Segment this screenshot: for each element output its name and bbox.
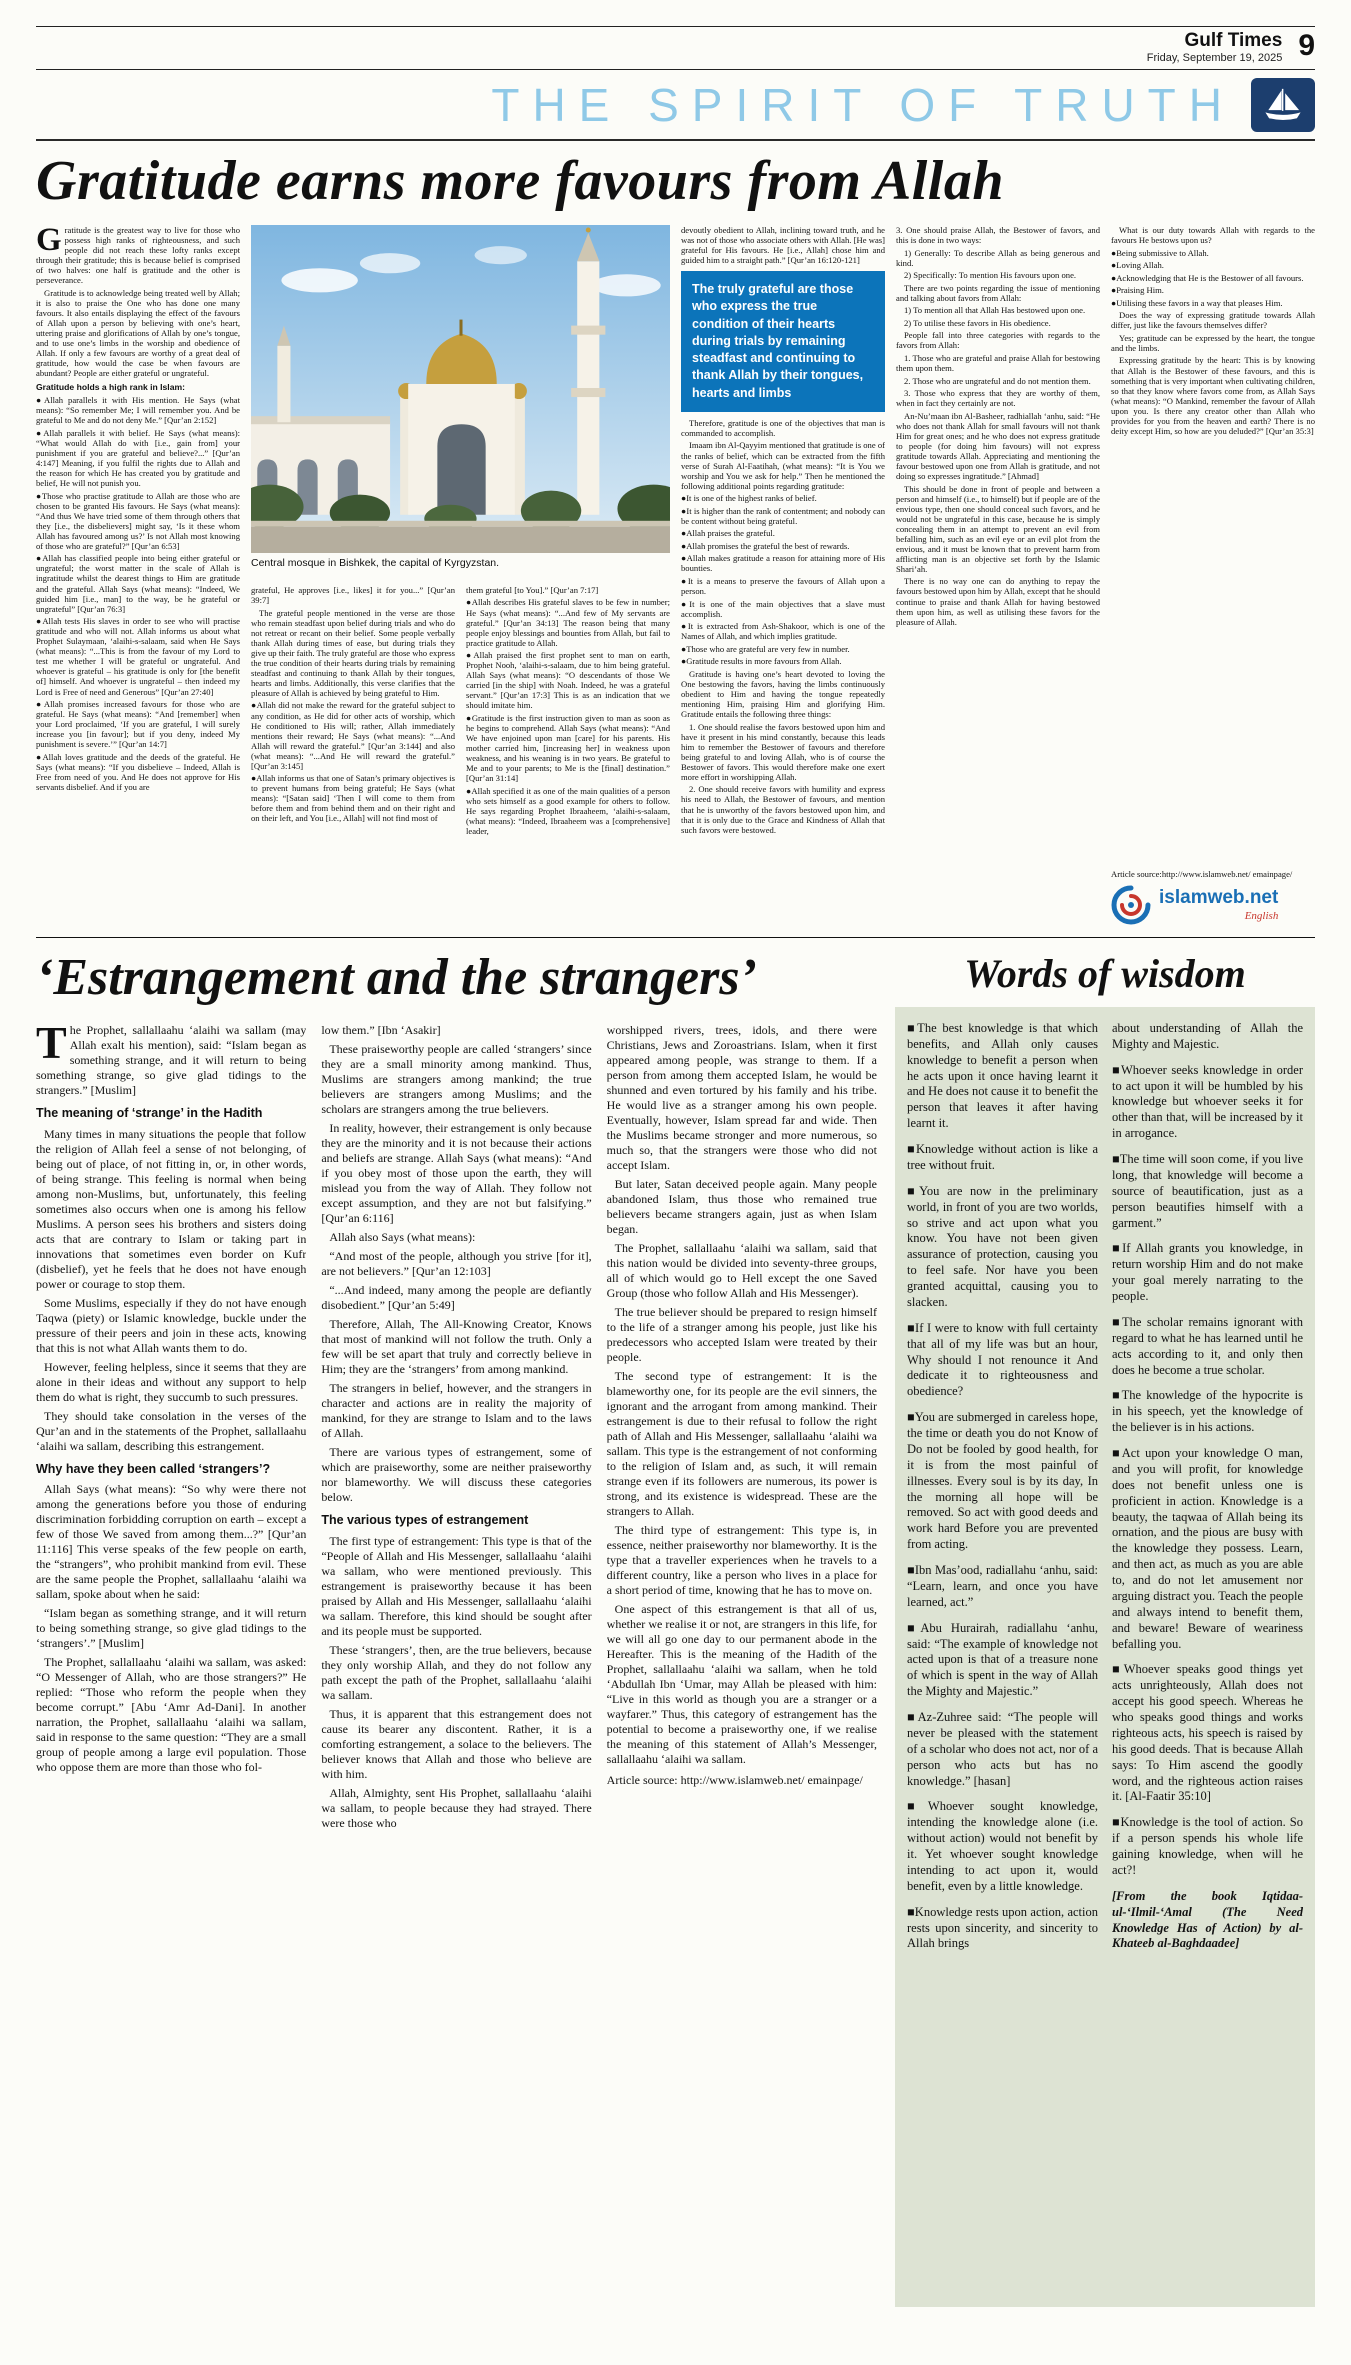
page-number: 9 (1298, 29, 1315, 62)
mosque-photo-illustration (251, 225, 670, 553)
words-of-wisdom (895, 948, 1315, 2339)
paragraph: Gratitude is to acknowledge being treated well by Allah; it is also to praise the One who has done one many favours. It also entails displaying the effect of the favours of Allah upon a person by believing with one’s heart, uttering praise and glorifications of Allah by one’s tongue, and to use one’s limbs in the worship and obedience of Allah. If only a few favours are worthy of a great deal of gratitude, how would the case be when favours are abundant? People are either grateful or ungrateful. (36, 287, 240, 379)
paragraph: “...And indeed, many among the people are defiantly disobedient.” [Qur’an 5:49] (321, 1282, 592, 1312)
lead-paragraph: Gratitude is the greatest way to live for those who possess high ranks of righteousness, and such people did not reach these lofty ranks except through their gratitude; this is because belief is comprised of two halves: one half is gratitude and the other is perseverance. (36, 224, 240, 286)
bullet-item: ■Knowledge rests upon action, action rests upon sincerity, and sincerity to Allah brings (907, 1904, 1098, 1951)
paragraph: They should take consolation in the verses of the Qur’an and in the statements of the Prophet, sallallaahu ‘alaihi wa sallam, describing this estrangement. (36, 1408, 307, 1453)
paragraph: The Prophet, sallallaahu ‘alaihi wa sallam, was asked: “O Messenger of Allah, who are those strangers?” He replied: “Those who reform the people when they become corrupt.” [Abu ‘Amr Ad-Dani]. In another narration, the Prophet, sallallaahu ‘alaihi wa sallam, said in response to the same question: “They are a small group of people among a large evil population. Those who oppose them are more than those who fol- (36, 1655, 307, 1775)
paragraph: Therefore, Allah, The All-Knowing Creator, Knows that most of mankind will not follow the truth. Only a few will be set apart that truly and correctly believe in Him; they are the ‘strangers’ from among mankind. (321, 1316, 592, 1376)
paragraph: In reality, however, their estrangement is only because they are the minority and it is not because their actions and beliefs are strange. Allah Says (what means): “And if you obey most of those upon the earth, they will mislead you from the way of Allah. They follow not except assumption, and they are not but falsifying.” [Qur’an 6:116] (321, 1120, 592, 1225)
article-estrangement (36, 948, 877, 2339)
paragraph: Does the way of expressing gratitude towards Allah differ, just like the favours themselves differ? (1111, 310, 1315, 331)
paragraph: There is no way one can do anything to repay the favours bestowed upon him by Allah, except that he should continue to praise and thank Allah for having bestowed them upon him, as well as utilising these favors for the pleasure of Allah. (896, 576, 1100, 627)
bullet-item: ■If Allah grants you knowledge, in return worship Him and do not make your goal merely narrating to the people. (1112, 1241, 1303, 1304)
paragraph: Yes; gratitude can be expressed by the heart, the tongue and the limbs. (1111, 332, 1315, 353)
bullet-item: ■The scholar remains ignorant with regard to what he has learned until he acts according to it, and only then does he become a true scholar. (1112, 1314, 1303, 1377)
paragraph: Imaam ibn Al-Qayyim mentioned that gratitude is one of the ranks of belief, which can be extracted from the fifth verse of Surah Al-Faatihah, (what means): “It is You we worship and You we ask for help.” Then he mentioned the following additional points regarding gratitude: (681, 440, 885, 491)
paragraph: “And most of the people, although you strive [for it], are not believers.” [Qur’an 12:103] (321, 1248, 592, 1278)
paragraph: The strangers in belief, however, and the strangers in character and actions are in reality the majority of mankind, for they are strange to Islam and to the laws of Allah. (321, 1380, 592, 1440)
paragraph: This should be done in front of people and between a person and himself (i.e., to himself) but if people are of the envious type, then one should conceal such favors, and he would not be ungrateful in this case, because he is simply concealing them in an attempt to prevent an evil from befalling him, such as an evil eye or an evil plot from the envious, and it must be known that to prevent harm from afflicting man is an objective set forth by the Islamic Shari’ah. (896, 483, 1100, 574)
bullet-item: ●Acknowledging that He is the Bestower of all favours. (1111, 272, 1304, 283)
article1-column-6-text (1111, 225, 1315, 857)
paragraph-continued: worshipped rivers, trees, idols, and there were Christians, Jews and Zoroastrians. Islam, when it first appeared among people, was strange to them. If a person from among them accepted Islam, he would be shunned and even tortured by his family and his tribe. He would live as a stranger among his own people. Eventually, however, Islam spread far and wide. Then the Muslims became stronger and more numerous, so much so, that the strangers were those who did not accept Islam. (606, 1022, 877, 1172)
article-source-link: Article source:http://www.islamweb.net/ emainpage/ (1111, 868, 1293, 879)
paragraph: Expressing gratitude by the heart: This is by knowing that Allah is the Bestower of these favours, and this is something that is very important when cultivating children, so that they know where favors come from, as Allah Says (what means): “O Mankind, remember the favour of Allah upon you. Is there any creator other than Allah who provides for you from the heaven and earth? There is no deity except Him, so how are you deluded?” [Qur’an 35:3] (1111, 355, 1315, 436)
article2-column-2 (321, 1023, 591, 2315)
paragraph: The second type of estrangement: It is the blameworthy one, for its people are the evil sinners, the ignorant and the arrogant from among mankind. Their estrangement is due to their refusal to follow the right path of Allah and His Messenger, sallallaahu ‘alaihi wa sallam. This type is the estrangement of not conforming to the religion of Islam and, as such, it will remain strange even if its followers are numerous, its power is strong, and its existence is widespread. These are the strangers to Allah. (606, 1368, 877, 1518)
drop-cap: T (36, 1022, 67, 1068)
article2-headline: ‘Estrangement and the strangers’ (36, 948, 757, 1006)
paragraph: 2) To utilise these favors in His obedience. (904, 317, 1051, 328)
paragraph: The third type of estrangement: This type is, in essence, neither praiseworthy nor blameworthy. It is the type that a traveller experiences when he travels to a different country, like a person who lives in a place for a short period of time, knowing that he has to move on. (606, 1522, 877, 1597)
paragraph: However, feeling helpless, since it seems that they are alone in their ideas and without any support to help them do what is right, they succumb to such pressures. (36, 1359, 307, 1404)
article-source-link: Article source: http://www.islamweb.net/ emainpage/ (606, 1772, 863, 1787)
bullet-item: ■Abu Hurairah, radiallahu ‘anhu, said: “The example of knowledge not acted upon is that of a treasure none of which is spent in the way of Allah the Mighty and Majestic.” (907, 1620, 1098, 1699)
bullet-item: ■You are now in the preliminary world, in front of you are two worlds, so strive and act upon what you know. You have not been given assurance of protection, causing you to feel safe. Nor have you been granted acquittal, causing you to slacken. (907, 1183, 1098, 1309)
bottom-section (36, 937, 1315, 2339)
paragraph: The true believer should be prepared to resign himself to the life of a stranger among his people, just like his predecessors who accepted Islam were treated by their people. (606, 1304, 877, 1364)
article1-column-5 (896, 225, 1100, 925)
sailboat-icon (1251, 78, 1315, 132)
paragraph: 2. One should receive favors with humility and express his need to Allah, the Bestower of favours, and mention that he is unworthy of the favors bestowed upon him, and that it is only due to the Grace and Kindness of Allah that such favors were bestowed. (681, 784, 885, 835)
article2-body (36, 1023, 877, 2315)
bullet-item: ●Those who practise gratitude to Allah are those who are chosen to be granted His favours. He Says (what means): “And thus We have tried some of them through others that they [i.e., the disbelievers] might say, ‘Is it these whom Allah has favoured among us?’ Is not Allah most knowing of those who are grateful?” [Qur’an 6:53] (36, 490, 240, 551)
paragraph: 1) To mention all that Allah Has bestowed upon one. (904, 305, 1086, 316)
bullet-item: ●Allah tests His slaves in order to see who will practise gratitude and who will not. Allah informs us about what Prophet Sulaymaan, ‘alaihi-s-salaam, said when He Says (what means): “...This is from the favour of my Lord to test me whether I will be grateful or ungrateful. And whoever is grateful – his gratitude is only for [the benefit of] himself. And whoever is ungrateful – then indeed my Lord is Free of need and Generous” [Qur’an 27:40] (36, 616, 240, 697)
paragraph: 3. Those who express that they are worthy of them, when in fact they certainly are not. (896, 388, 1100, 409)
bullet-item: ●Gratitude is the first instruction given to man as soon as he begins to comprehend. Allah Says (what means): “And We have enjoined upon man [care] for his parents. His mother carried him, [increasing her] in weakness upon weakness, and his weaning is in two years. Be grateful to Me and to your parents; to Me is the [final] destination.” [Qur’an 31:14] (466, 713, 670, 784)
bullet-item: ■Knowledge without action is like a tree without fruit. (907, 1142, 1098, 1172)
paragraph: Many times in many situations the people that follow the religion of Allah feel a sense of not belonging, of being out of place, of not fitting in, or, in other words, of being strange. This feeling is normal when being among non-Muslims, but, unfortunately, this feeling sometimes also occurs when one is among his fellow Muslims. A person sees his brothers and sisters doing acts that are contrary to Islam or taking part in innovations that sometimes even border on Kufr (disbelief), yet he feels that he does not have enough power or courage to stop them. (36, 1126, 307, 1291)
masthead (36, 26, 1315, 70)
paragraph-continued: devoutly obedient to Allah, inclining toward truth, and he was not of those who associate others with Allah. [He was] grateful for His favours. He [i.e., Allah] chose him and guided him to a straight path.” [Qur’an 16:120-121] (681, 224, 885, 266)
bullet-item: ●Those who are grateful are very few in number. (681, 643, 850, 654)
article2-column-3 (607, 1023, 877, 2315)
paragraph: 1. Those who are grateful and praise Allah for bestowing them upon them. (896, 352, 1100, 373)
paragraph: Allah Says (what means): “So why were there not among the generations before you those of enduring discrimination forbidding corruption on earth – except a few of those We saved from among them...?” [Qur’an 11:116] This verse speaks of the few people on earth, the “strangers”, who prohibit mankind from evil. These are the same people the Prophet, sallallaahu ‘alaihi wa sallam, spoke about when he said: (36, 1482, 307, 1602)
paragraph: 1) Generally: To describe Allah as being generous and kind. (896, 247, 1100, 268)
wisdom-panel (895, 1007, 1315, 2307)
bullet-item: ●Allah parallels it with His mention. He Says (what means): “So remember Me; I will remember you. And be grateful to Me and do not deny Me.” [Qur’an 2:152] (36, 395, 240, 426)
paper-date: Friday, September 19, 2025 (1146, 51, 1283, 64)
bullet-item: ●Gratitude results in more favours from Allah. (681, 656, 842, 667)
bullet-item: ■Whoever sought knowledge, intending the knowledge alone (i.e. without action) would not benefit by it. Yet whoever sought knowledge intending to act upon it, would benefit, even by a little knowledge. (907, 1799, 1098, 1893)
bullet-item: ●Allah praises the grateful. (681, 528, 775, 539)
bullet-item: ●Allah has classified people into being either grateful or ungrateful; the worst matter in the scale of Allah is ingratitude whilst the dearest things to Him are gratitude and the grateful. Allah Says (what means): “Indeed, We guided him [i.e., man] to the way, be he grateful or ungrateful” [Qur’an 76:3] (36, 553, 240, 614)
bullet-item: ■Whoever speaks good things yet acts unrighteously, Allah does not accept his good speech. Whereas he who speaks good things and works righteous acts, his speech is raised by his good deeds. That is because Allah says: To Him ascend the goodly word, and the righteous action raises it. [Al-Faatir 35:10] (1112, 1662, 1303, 1804)
bullet-item: ●Allah did not make the reward for the grateful subject to any condition, as He did for other acts of worship, which He conditioned to His will; rather, Allah immediately mentions their reward; He Says (what means): “...And Allah will reward the grateful.” [Qur’an 3:144] and also (what means): “...And He will reward the grateful.” [Qur’an 3:145] (251, 700, 455, 771)
bullet-item: ●Allah specified it as one of the main qualities of a person who sets himself as a good example for others to follow. He says regarding Prophet Ibraaheem, ‘alaihi-s-salaam, (what means): “Indeed, Ibraaheem was a [comprehensive] leader, (466, 785, 670, 837)
paragraph: 2) Specifically: To mention His favours upon one. (904, 270, 1077, 281)
paragraph: Gratitude is having one’s heart devoted to loving the One bestowing the favors, having the limbs continuously obedient to Him and having the tongue repeatedly mentioning Him, praising Him and glorifying Him. Gratitude entails the following three things: (681, 668, 885, 720)
bullet-item: ■The time will soon come, if you live long, that knowledge will become a source of beautification, just as a person beautifies himself with a garment.” (1112, 1152, 1303, 1230)
paragraph: These praiseworthy people are called ‘strangers’ since they are a small minority among mankind. Thus, Muslims are strangers among mankind; the true believers are strangers among Muslims; and the scholars are strangers among the true believers. (321, 1041, 592, 1116)
bullet-item: ●Allah parallels it with belief. He Says (what means): “What would Allah do with [i.e., gain from] your punishment if you are grateful and believe?...” [Qur’an 4:147] Meaning, if you fulfil the rights due to Allah and the reason for which He has created you by gratitude and belief, He will not punish you. (36, 427, 240, 489)
paragraph: These ‘strangers’, then, are the true believers, because they only worship Allah, and they do not follow any path except the path of the Prophet, sallallaahu ‘alaihi wa sallam. (321, 1642, 592, 1702)
wisdom-title: Words of wisdom (964, 950, 1246, 996)
bullet-item: ●Allah makes gratitude a reason for attaining more of His bounties. (681, 553, 885, 574)
bullet-item: ●It is a means to preserve the favours of Allah upon a person. (681, 576, 885, 597)
paragraph: What is our duty towards Allah with regards to the favours He bestows upon us? (1111, 224, 1315, 245)
islamweb-wordmark (1159, 887, 1278, 922)
article1-footer (1111, 857, 1315, 925)
paragraph: Thus, it is apparent that this estrangement does not cause its bearer any discontent. Rather, it is a comforting estrangement, a solace to the believers. The believer knows that Allah and those who believe are with him. (321, 1706, 592, 1781)
wisdom-column-1 (907, 1021, 1098, 2293)
bullet-item: ●Allah praised the first prophet sent to man on earth, Prophet Nooh, ‘alaihi-s-salaam, due to him being grateful. Allah Says (what means): “O descendants of those We carried [in the ship] with Noah. Indeed, he was a grateful servant.” [Qur’an 17:3] This is as an indication that we should imitate him. (466, 650, 670, 711)
paragraph-continued: 3. One should praise Allah, the Bestower of favors, and this is done in two ways: (896, 224, 1100, 245)
bullet-item: ●It is extracted from Ash-Shakoor, which is one of the Names of Allah, and which implies gratitude. (681, 621, 885, 642)
article1-column-4 (681, 225, 885, 925)
bullet-item: ■The best knowledge is that which benefits, and Allah only causes knowledge to benefit a person when he acts upon it once having learnt it and He does not cause it to benefit the person that leaves it after having learnt it. (907, 1020, 1098, 1131)
bullet-item: ●Loving Allah. (1111, 260, 1164, 271)
bullet-item: ■Knowledge is the tool of action. So if a person spends his whole life gaining knowledge, when will he act?! (1112, 1815, 1303, 1877)
paragraph: The first type of estrangement: This type is that of the “People of Allah and His Messenger, sallallaahu ‘alaihi wa sallam, who were mentioned previously. This estrangement is praiseworthy because it has been praised by Allah and His Messenger, sallallaahu ‘alaihi wa sallam. Therefore, this kind should be sought after and its people must be supported. (321, 1533, 592, 1638)
bullet-item: ●Allah informs us that one of Satan’s primary objectives is to prevent humans from being grateful; He Says (what means): “[Satan said] ‘Then I will come to them from before them and from behind them and on their right and on their left, and You [i.e., Allah] will not find most of (251, 773, 455, 824)
photo-caption: Central mosque in Bishkek, the capital of Kyrgyzstan. (251, 556, 500, 569)
article2-column-1 (36, 1023, 306, 2315)
bullet-item: ■Ibn Mas’ood, radiallahu ‘anhu, said: “Learn, learn, and once you have learned, act.” (907, 1563, 1098, 1609)
islamweb-name: islamweb.net (1159, 887, 1279, 909)
bullet-item: ●Utilising these favors in a way that pleases Him. (1111, 297, 1283, 308)
lead-paragraph: The Prophet, sallallaahu ‘alaihi wa sallam (may Allah exalt his mention), said: “Islam began as something strange, and it will return to being something strange, so give glad tidings to the strangers.” [Muslim] (36, 1022, 307, 1097)
islamweb-logo (1111, 885, 1315, 925)
bullet-item: ●Allah loves gratitude and the deeds of the grateful. He Says (what means): “If you disbelieve – Indeed, Allah is Free from need of you. And He does not approve for His servants disbelief. And if you are (36, 751, 240, 792)
article1-column-3 (466, 585, 670, 925)
islamweb-swirl-icon (1111, 885, 1151, 925)
paragraph: 2. Those who are ungrateful and do not mention them. (904, 375, 1091, 386)
bullet-item: ■You are submerged in careless hope, the time or death you do not Know of Do not be fooled by good health, for it is from the most painful of illnesses. Every soul is by its day, In the morning all hope will be removed. So act with good deeds and work hard Before you are prevented from acting. (907, 1410, 1098, 1552)
paragraph: There are two points regarding the issue of mentioning and talking about favors from Allah: (896, 282, 1100, 303)
mosque-photo (251, 225, 670, 577)
paragraph: An-Nu’maan ibn Al-Basheer, radhiallah ‘anhu, said: “He who does not thank Allah for small favours will not thank Him for great ones; and he who does not express gratitude to people (for doing him favours) will not express gratitude towards Allah. Appreciating and mentioning the favour bestowed upon one from Allah is gratitude, and not doing so expresses ingratitude.” [Ahmad] (896, 410, 1100, 481)
subheading: The various types of estrangement (321, 1512, 529, 1527)
bullet-item: ■Whoever seeks knowledge in order to act upon it will be humbled by his knowledge but whoever seeks it for other than that, will be increased by it in arrogance. (1112, 1062, 1303, 1141)
paragraph: The grateful people mentioned in the verse are those who remain steadfast upon belief during trials and who do not retreat or recant on their belief. Some people verbally thank Allah during times of ease, but during trials they give up their faith. The truly grateful are those who express the true condition of their hearts during trials by remaining steadfast and continuing to thank Allah by their tongues, hearts and limbs. Additionally, this verse clarifies that the pleasure of Allah is achieved by being grateful to Him. (251, 607, 455, 698)
paragraph: 1. One should realise the favors bestowed upon him and have it present in his mind constantly, because this leads him to remember the Bestower of favours and therefore being grateful to and loving Allah, who is of course the Bestower of favors. This would therefore make one exert more effort in worshipping Allah. (681, 721, 885, 782)
article1-column-2 (251, 585, 455, 925)
bullet-item: ■Act upon your knowledge O man, and you will profit, for knowledge does not benefit unless one is proficient in action. Knowledge is a beauty, the taqwaa of Allah being its ornation, and the pious are busy with the knowledge they possess. Learn, and then act, as much as you are able to, and do not let amusement nor arguing distract you. Teach the people and always intend to benefit them, and beware! Beware of weariness befalling you. (1112, 1446, 1303, 1651)
paragraph-continued: grateful, He approves [i.e., likes] it for you...” [Qur’an 39:7] (251, 584, 455, 605)
bullet-item: ●Allah promises increased favours for those who are grateful. He Says (what means): “And [remember] when your Lord proclaimed, ‘If you are grateful, I will surely increase you [in favour]; but if you deny, indeed My punishment is severe.’” [Qur’an 14:7] (36, 699, 240, 750)
bullet-item: ●It is one of the highest ranks of belief. (681, 493, 817, 504)
masthead-text (1147, 31, 1283, 64)
bullet-item: ●Allah describes His grateful slaves to be few in number; He Says (what means): “...And few of My servants are grateful.” [Qur’an 34:13] The reason being that many people enjoy blessings and bounties from Allah, but fail to practice gratitude to Allah. (466, 597, 670, 648)
paragraph: One aspect of this estrangement is that all of us, whether we realise it or not, are strangers in this life, for we will all go one day to our permanent abode in the Hereafter. This is the meaning of the Hadith of the Prophet, sallallaahu ‘alaihi wa sallam, when he told ‘Abdullah Ibn ‘Umar, may Allah be pleased with him: “Live in this world as though you are a stranger or a wayfarer.” Thus, this category of estrangement has the potential to become a praiseworthy one, if we realise the meaning of this statement of Allah’s Messenger, sallallaahu ‘alaihi wa sallam. (606, 1601, 877, 1766)
bullet-item: ■The knowledge of the hypocrite is in his speech, yet the knowledge of the believer is in his actions. (1112, 1388, 1303, 1435)
bullet-item: ●Being submissive to Allah. (1111, 247, 1209, 258)
paper-name: Gulf Times (1184, 30, 1283, 51)
paragraph-continued: low them.” [Ibn ‘Asakir] (321, 1022, 441, 1037)
article1-column-6 (1111, 225, 1315, 925)
paragraph: “Islam began as something strange, and it will return to being something strange, so give glad tidings to the ‘strangers’.” [Muslim] (36, 1606, 307, 1651)
paragraph-continued: about understanding of Allah the Mighty and Majestic. (1112, 1020, 1303, 1051)
paragraph: Allah, Almighty, sent His Prophet, sallallaahu ‘alaihi wa sallam, to people because they had strayed. There were those who (321, 1785, 592, 1830)
paragraph: Some Muslims, especially if they do not have enough Taqwa (piety) or Islamic knowledge, buckle under the pressure of their peers and join in these acts, knowing that this is not what Allah wants them to do. (36, 1295, 307, 1355)
wisdom-column-2 (1112, 1021, 1303, 2293)
paragraph: Therefore, gratitude is one of the objectives that man is commanded to accomplish. (681, 417, 885, 438)
bullet-item: ●It is higher than the rank of contentment; and nobody can be content without being grateful. (681, 505, 885, 526)
subheading: The meaning of ‘strange’ in the Hadith (36, 1105, 263, 1120)
paragraph: Allah also Says (what means): (329, 1229, 476, 1244)
subheading: Gratitude holds a high rank in Islam: (36, 382, 185, 393)
paragraph-continued: them grateful [to You].” [Qur’an 7:17] (466, 584, 599, 595)
article-gratitude (36, 149, 1315, 925)
article1-column-1 (36, 225, 240, 925)
bullet-item: ■If I were to know with full certainty that all of my life was but an hour, Why should I not renounce it And dedicate it to righteousness and obedience? (907, 1320, 1098, 1399)
paragraph: But later, Satan deceived people again. Many people abandoned Islam, thus those who remained true believers became strangers again, just as when Islam began. (606, 1176, 877, 1236)
paragraph: There are various types of estrangement, some of which are praiseworthy, some are neither praiseworthy nor blameworthy. We will discuss these categories below. (321, 1444, 592, 1504)
bullet-item: ●Praising Him. (1111, 285, 1164, 296)
drop-cap: G (36, 224, 62, 258)
article1-body (36, 225, 1315, 925)
section-banner (36, 70, 1315, 141)
paragraph: People fall into three categories with regards to the favors from Allah: (896, 330, 1100, 351)
section-title: THE SPIRIT OF TRUTH (491, 78, 1235, 131)
bullet-item: ●Allah promises the grateful the best of rewards. (681, 540, 850, 551)
subheading: Why have they been called ‘strangers’? (36, 1461, 271, 1476)
paragraph: The Prophet, sallallaahu ‘alaihi wa sallam, said that this nation would be divided into seventy-three groups, all of which would go to Hell except the one Saved Group (those who follow Allah and His Messenger). (606, 1240, 877, 1300)
islamweb-english-tag: English (1244, 909, 1279, 922)
article1-headline: Gratitude earns more favours from Allah (36, 149, 1004, 212)
pull-quote: The truly grateful are those who express the true condition of their hearts during trials by remaining steadfast and continuing to thank Allah by their tongues, hearts and limbs (681, 271, 885, 412)
bullet-item: ●It is one of the main objectives that a slave must accomplish. (681, 598, 885, 619)
book-source: [From the book Iqtidaa-ul-‘Ilmil-‘Amal (The Need Knowledge Has of Action) by al-Khateeb al-Baghdaadee] (1112, 1888, 1303, 1951)
bullet-item: ■Az-Zuhree said: “The people will never be pleased with the statement of a scholar who does not act, nor of a person who acts but has no knowledge.” [hasan] (907, 1710, 1098, 1788)
